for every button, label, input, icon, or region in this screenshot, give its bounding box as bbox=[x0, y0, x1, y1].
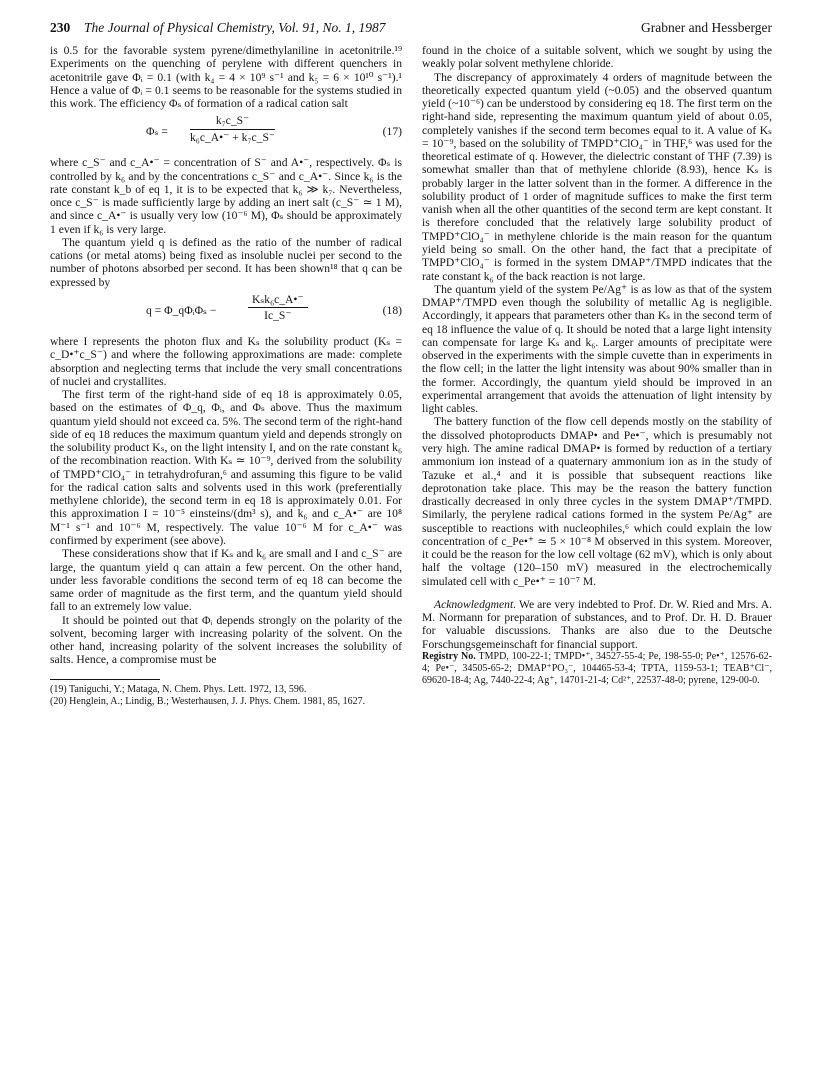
paragraph: The quantum yield of the system Pe/Ag⁺ is as low as that of the system DMAP⁺/TMPD even though the solubility of metallic Ag is negligible. Accordingly, it appears that parameters other than Kₛ in the second term of eq 18 influence the value of q. It should be noted that a large light intensity can compensate for large Kₛ and k₆. Larger amounts of precipitate were observed in the experiments with the simple cuvette than in experiments in the flow cell; in the latter the light intensity was about 90% smaller than in the former. Accordingly, the quantum yield should be improved in an experimental arrangement that avoids the attenuation of light intensity by light cables. bbox=[422, 282, 772, 416]
equation-fraction bbox=[190, 114, 275, 144]
acknowledgment bbox=[422, 598, 772, 651]
equation-17 bbox=[50, 114, 402, 152]
equation-denominator: Ic_S⁻ bbox=[264, 309, 292, 323]
paragraph: found in the choice of a suitable solvent, which we sought by using the weakly polar solvent methylene chloride. bbox=[422, 44, 772, 71]
paragraph: is 0.5 for the favorable system pyrene/dimethylaniline in acetonitrile.¹⁹ Experiments on the quenching of perylene with different quenchers in acetonitrile gave Φᵢ = 0.1 (with k₄ = 4 × 10⁹ s⁻¹ and k₅ = 6 × 10¹⁰ s⁻¹).¹ Hence a value of Φᵢ = 0.1 seems to be reasonable for the systems studied in this work. The efficiency Φₛ of formation of a radical cation salt bbox=[50, 44, 402, 111]
equation-18 bbox=[50, 293, 402, 331]
running-authors: Grabner and Hessberger bbox=[641, 20, 772, 35]
equation-number: (17) bbox=[382, 125, 402, 139]
paragraph: It should be pointed out that Φᵢ depends strongly on the polarity of the solvent, becoming larger with increasing polarity of the solvent. On the other hand, increasing polarity of the solvent increases the solubility of salts. Hence, a compromise must be bbox=[50, 613, 402, 667]
acknowledgment-text: We are very indebted to Prof. Dr. W. Ried and Mrs. A. M. Normann for preparation of substances, and to Prof. Dr. H. D. Brauer for valuable discussions. Thanks are also due to the Deutsche Forschungsgemeinschaft for financial support. bbox=[422, 597, 772, 651]
journal-title: The Journal of Physical Chemistry, Vol. 91, No. 1, 1987 bbox=[84, 20, 386, 35]
equation-numerator: k₇c_S⁻ bbox=[190, 114, 275, 129]
paragraph: The discrepancy of approximately 4 orders of magnitude between the theoretically expected quantum yield (~0.05) and the observed quantum yield (~10⁻⁶) can be understood by considering eq 18. The first term on the right-hand side, representing the maximum quantum yield of about 0.05, completely vanishes if the second term becomes equal to it. A value of Kₛ = 10⁻⁹, based on the solubility of TMPD⁺ClO₄⁻ in THF,⁶ was used for the theoretical estimate of q. However, the dielectric constant of THF (7.39) is somewhat smaller than that of methylene chloride (8.93), hence Kₛ is probably larger in the latter solvent than in the former. A difference in the solubility product of 1 order of magnitude suffices to make the first term vanish when all the other quantities of the second term are kept constant. It is therefore concluded that the relatively large solubility product of TMPD⁺ClO₄⁻ in methylene chloride is the main reason for the quantum yield being so small. On the other hand, the fact that a precipitate of TMPD⁺ClO₄⁻ is formed in the system DMAP⁺/TMPD indicates that the rate constant k₆ of the back reaction is not large. bbox=[422, 70, 772, 283]
equation-lhs: q = Φ_qΦᵢΦₛ − bbox=[146, 303, 217, 317]
footnote-20: (20) Henglein, A.; Lindig, B.; Westerhausen, J. J. Phys. Chem. 1981, 85, 1627. bbox=[50, 695, 366, 707]
acknowledgment-label: Acknowledgment. bbox=[434, 597, 517, 611]
paragraph: The first term of the right-hand side of eq 18 is approximately 0.05, based on the estimates of Φ_q, Φᵢ, and Φₛ above. Thus the maximum quantum yield should not exceed ca. 5%. The second term of the right-hand side of eq 18 reduces the maximum quantum yield and depends strongly on the solubility product Kₛ, on the light intensity I, and on the rate constant k₆ of the recombination reaction. With Kₛ ≃ 10⁻⁹, derived from the solubility of TMPD⁺ClO₄⁻ in tetrahydrofuran,⁶ and assuming this figure to be valid for the radical cation salts and solvents used in this work (preferentially methylene chloride), the second term in eq 18 is approximately 0.01. For this approximation I = 10⁻⁵ einsteins/(dm³ s), and k₆ and c_A•⁻ are 10⁸ M⁻¹ s⁻¹ and 10⁻⁶ M, respectively. The value 10⁻⁶ M for c_A•⁻ was confirmed by experiment (see above). bbox=[50, 388, 402, 547]
equation-fraction bbox=[248, 293, 308, 323]
registry-label: Registry No. bbox=[422, 650, 476, 662]
paragraph: where I represents the photon flux and Kₛ the solubility product (Kₛ = c_D•⁺c_S⁻) and where the following approximations are made: complete absorption and neglecting terms that include the very small concentrations of nuclei and crystallites. bbox=[50, 334, 402, 388]
equation-numerator: Kₛk₆c_A•⁻ bbox=[248, 293, 308, 308]
left-column bbox=[50, 44, 402, 708]
page-number: 230 bbox=[50, 20, 71, 35]
paragraph: These considerations show that if Kₛ and k₆ are small and I and c_S⁻ are large, the quantum yield q can attain a few percent. On the other hand, under less favorable conditions the second term of eq 18 can become the same order of magnitude as the first term, and the quantum yield should fall to an extremely low value. bbox=[50, 547, 402, 614]
page-header bbox=[50, 20, 772, 40]
equation-denominator: k₆c_A•⁻ + k₇c_S⁻ bbox=[190, 130, 276, 144]
paragraph: The battery function of the flow cell depends mostly on the stability of the dissolved photoproducts DMAP• and Pe•⁻, which is presumably not very high. The amine radical DMAP• is formed by reduction of a tertiary ammonium ion instead of a quaternary ammonium ion as in the study of Tazuke et al.,⁴ and it is possible that subsequent reactions like deprotonation take place. This may be the reason the battery function drastically decreased in only three cycles in the system DMAP⁺/TMPD. Similarly, the perylene radical cations formed in the system Pe/Ag⁺ are susceptible to reactions with nucleophiles,⁶ which could explain the low concentration of c_Pe•⁺ ≃ 5 × 10⁻⁸ M observed in this system. Moreover, it could be the reason for the low cell voltage (62 mV), which is only about half the voltage (120–150 mV) measured in the electrochemically simulated cell with c_Pe•⁺ = 10⁻⁷ M. bbox=[422, 415, 772, 588]
footnote-19: (19) Taniguchi, Y.; Mataga, N. Chem. Phys. Lett. 1972, 13, 596. bbox=[50, 683, 307, 695]
right-column bbox=[422, 44, 772, 688]
paragraph: where c_S⁻ and c_A•⁻ = concentration of S⁻ and A•⁻, respectively. Φₛ is controlled by k₆ and by the concentrations c_S⁻ and c_A•⁻. Since k₆ is the rate constant k_b of eq 1, it is to be expected that k₆ ≫ k₇. Nevertheless, once c_S⁻ is made sufficiently large by adding an inert salt (c_S⁻ ≃ 1 M), and since c_A•⁻ is usually very low (10⁻⁶ M), Φₛ should be approximately 1 even if k₆ is very large. bbox=[50, 156, 402, 236]
footnote-rule bbox=[50, 679, 160, 680]
equation-lhs: Φₛ = bbox=[146, 125, 168, 139]
equation-number: (18) bbox=[382, 303, 402, 317]
registry-text: TMPD, 100-22-1; TMPD•⁺, 34527-55-4; Pe, 198-55-0; Pe•⁺, 12576-62-4; Pe•⁻, 34505-65-2; DMAP⁺PO₃⁻, 104465-53-4; TPTA, 1159-53-1; TEAB⁺Cl⁻, 69620-18-4; Ag, 7440-22-4; Ag⁺, 14701-21-4; Cd²⁺, 22537-48-0; pyrene, 129-00-0. bbox=[422, 650, 773, 687]
paragraph: The quantum yield q is defined as the ratio of the number of radical cations (or metal atoms) being fixed as insoluble nuclei per second to the number of photons absorbed per second. It has been shown¹⁸ that q can be expressed by bbox=[50, 235, 402, 289]
registry-numbers bbox=[422, 651, 772, 688]
